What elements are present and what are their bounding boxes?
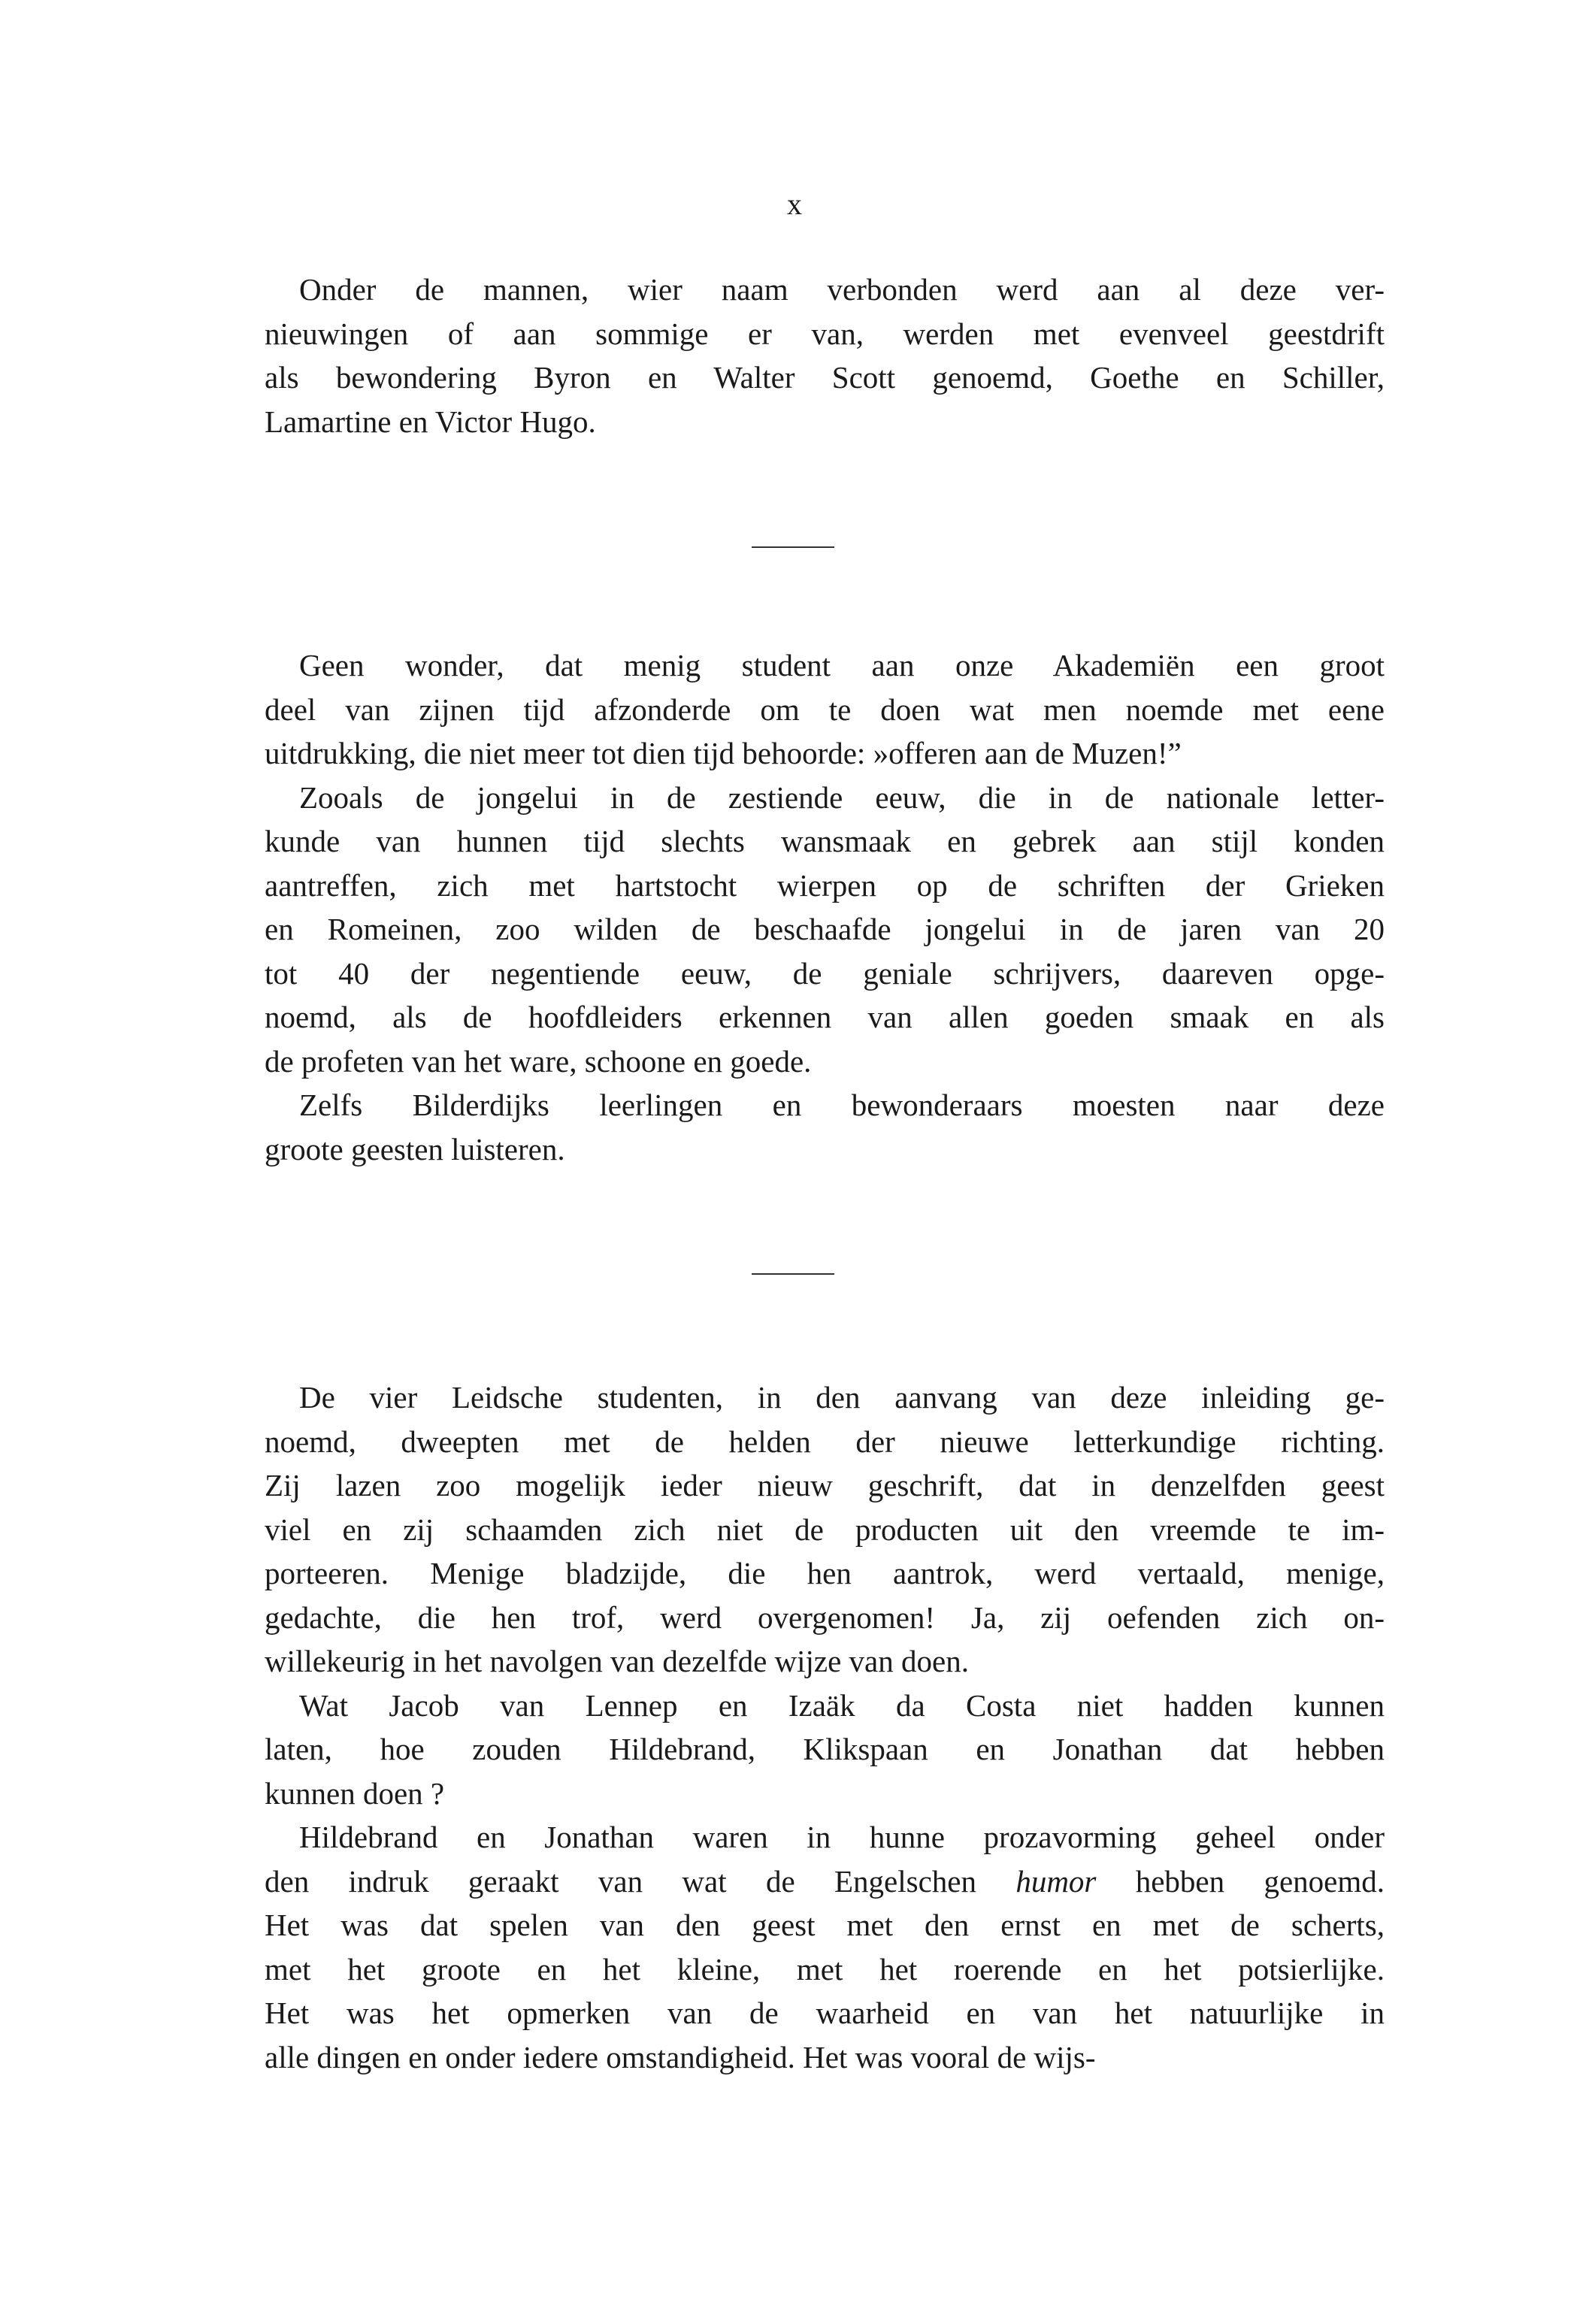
- paragraph: [265, 1375, 1385, 1684]
- text-line: met het groote en het kleine, met het roerende en het potsierlijke.: [265, 1951, 1385, 1987]
- text-line: aantreffen, zich met hartstocht wierpen op de schriften der Grieken: [265, 867, 1385, 903]
- text-line: Wat Jacob van Lennep en Izaäk da Costa niet hadden kunnen: [299, 1687, 1385, 1723]
- paragraph: [265, 776, 1385, 1084]
- text-line: alle dingen en onder iedere omstandigheid. Het was vooral de wijs-: [265, 2039, 1096, 2074]
- text-line: De vier Leidsche studenten, in den aanvang van deze inleiding ge-: [299, 1380, 1385, 1415]
- text-line: Hildebrand en Jonathan waren in hunne prozavorming geheel onder: [299, 1820, 1385, 1854]
- text-line: tot 40 der negentiende eeuw, de geniale schrijvers, daareven opge-: [265, 955, 1385, 991]
- text-line: willekeurig in het navolgen van dezelfde wijze van doen.: [265, 1644, 969, 1678]
- section-2: [265, 643, 1385, 1171]
- text-line: kunnen doen ?: [265, 1775, 445, 1811]
- text-line: Zelfs Bilderdijks leerlingen en bewonderaars moesten naar deze: [299, 1088, 1385, 1122]
- text-line: den indruk geraakt van wat de Engelschen humor hebben genoemd.: [265, 1863, 1385, 1899]
- text-line: Onder de mannen, wier naam verbonden werd aan al deze ver-: [299, 272, 1385, 307]
- text-line: viel en zij schaamden zich niet de producten uit den vreemde te im-: [265, 1512, 1385, 1547]
- text-line: noemd, als de hoofdleiders erkennen van allen goeden smaak en als: [265, 1000, 1385, 1034]
- page-number: x: [787, 187, 802, 221]
- paragraph: [265, 1684, 1385, 1816]
- text-line: porteeren. Menige bladzijde, die hen aantrok, werd vertaald, menige,: [265, 1556, 1385, 1590]
- text-line: Lamartine en Victor Hugo.: [265, 404, 596, 439]
- section-3: [265, 1375, 1385, 2079]
- text-line: kunde van hunnen tijd slechts wansmaak en gebrek aan stijl konden: [265, 824, 1385, 858]
- text-line: Zij lazen zoo mogelijk ieder nieuw geschrift, dat in denzelfden geest: [265, 1468, 1385, 1502]
- section-divider: [752, 546, 834, 548]
- text-line: groote geesten luisteren.: [265, 1131, 565, 1167]
- text-line: noemd, dweepten met de helden der nieuwe letterkundige richting.: [265, 1424, 1385, 1459]
- paragraph: [265, 643, 1385, 776]
- paragraph: [265, 1815, 1385, 2079]
- section-1: [265, 268, 1385, 443]
- text-line: nieuwingen of aan sommige er van, werden met evenveel geestdrift: [265, 316, 1385, 351]
- text-line: uitdrukking, die niet meer tot dien tijd behoorde: »offeren aan de Muzen!”: [265, 736, 1182, 770]
- emphasized-word: humor: [1015, 1863, 1097, 1899]
- text-line: gedachte, die hen trof, werd overgenomen! Ja, zij oefenden zich on-: [265, 1599, 1385, 1635]
- text-line: Zooals de jongelui in de zestiende eeuw, die in de nationale letter-: [299, 779, 1385, 815]
- text-line: Het was dat spelen van den geest met den ernst en met de scherts,: [265, 1908, 1385, 1942]
- paragraph: [265, 268, 1385, 443]
- text-line: Het was het opmerken van de waarheid en van het natuurlijke in: [265, 1996, 1385, 2030]
- text-line: de profeten van het ware, schoone en goede.: [265, 1043, 812, 1079]
- text-line: en Romeinen, zoo wilden de beschaafde jongelui in de jaren van 20: [265, 912, 1385, 946]
- text-line: Geen wonder, dat menig student aan onze Akademiën een groot: [299, 648, 1385, 682]
- text-line: laten, hoe zouden Hildebrand, Klikspaan en Jonathan dat hebben: [265, 1732, 1385, 1766]
- section-divider: [752, 1273, 834, 1275]
- text-line: deel van zijnen tijd afzonderde om te doen wat men noemde met eene: [265, 691, 1385, 727]
- text-line: als bewondering Byron en Walter Scott genoemd, Goethe en Schiller,: [265, 360, 1385, 395]
- paragraph: [265, 1083, 1385, 1171]
